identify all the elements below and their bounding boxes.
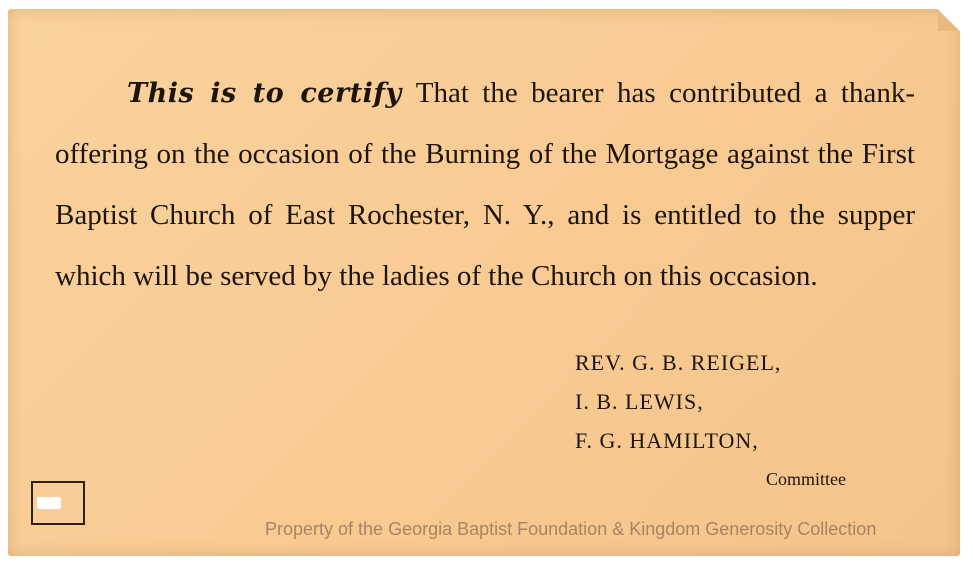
- certificate-body: That the bearer has contributed a thank-offering on the occasion of the Burning of the Mortgage against the First Baptist Church of East Rochester, N. Y., and is entitled to the supper which will be served by the ladies of the Church on this occasion.: [55, 77, 915, 292]
- collection-watermark: Property of the Georgia Baptist Foundation & Kingdom Generosity Collection: [265, 519, 877, 539]
- certificate-card: [8, 9, 960, 556]
- tab-frame-icon: [31, 481, 85, 525]
- certify-heading: This is to certify: [127, 78, 402, 109]
- punch-hole: [37, 497, 61, 509]
- committee-label: Committee: [766, 469, 846, 489]
- committee-member: I. B. LEWIS,: [575, 389, 704, 414]
- committee-member: REV. G. B. REIGEL,: [575, 350, 782, 375]
- committee-members: [575, 343, 781, 460]
- certificate-text: [55, 63, 915, 307]
- torn-corner: [938, 9, 960, 31]
- committee-member: F. G. HAMILTON,: [575, 428, 759, 453]
